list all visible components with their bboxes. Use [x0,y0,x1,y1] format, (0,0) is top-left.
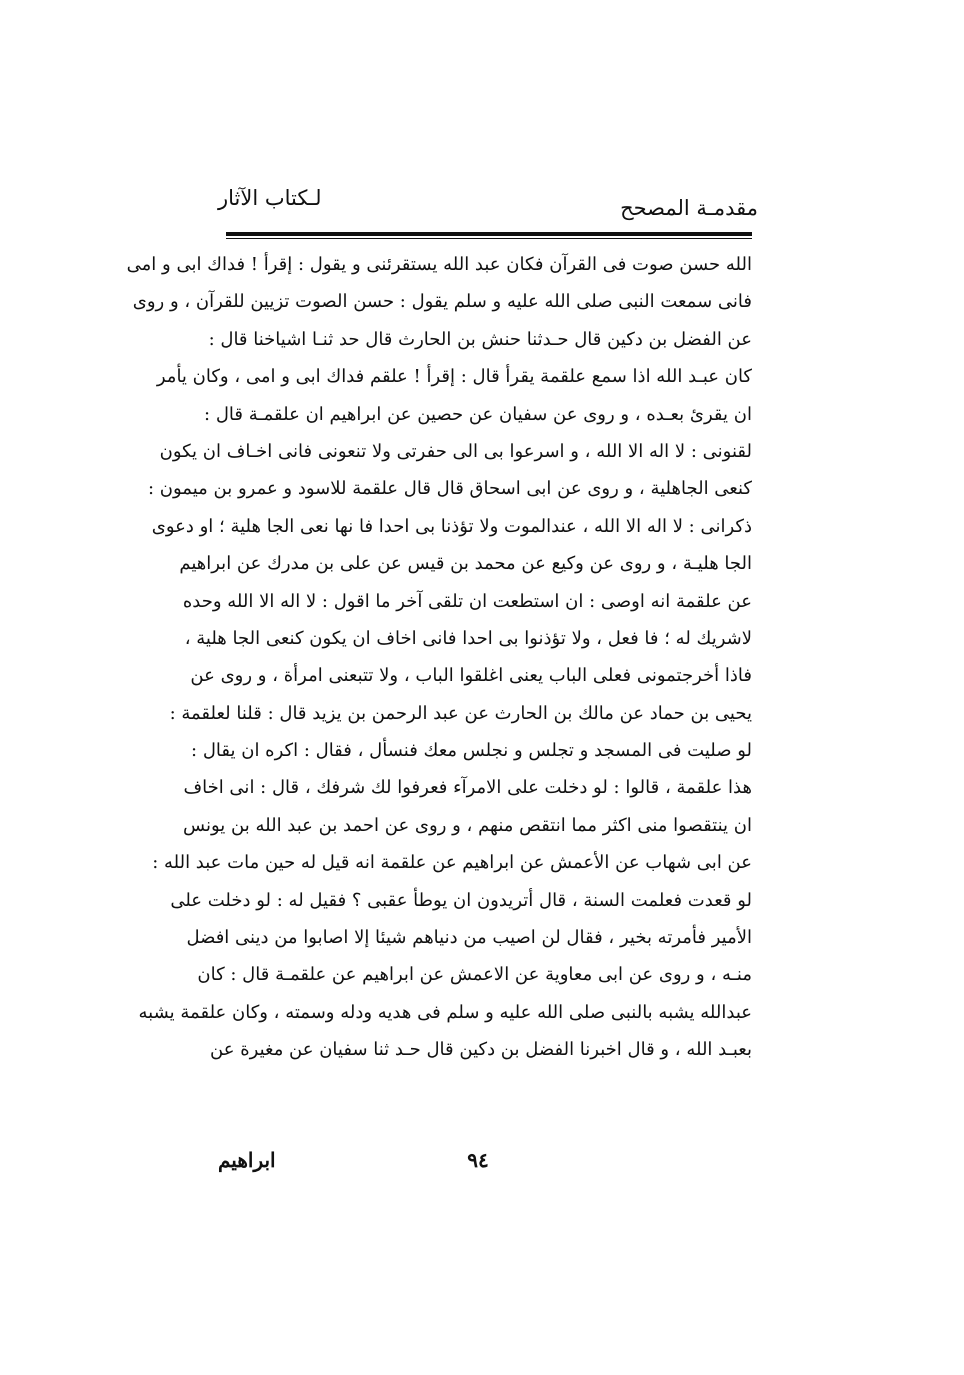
text-line: عن الفضل بن دكين قال حـدثنا حنش بن الحارث قال حد ثنـا اشياخنا قال : [208,328,752,350]
text-line: هذا علقمة ، قالوا : لو دخلت على الامرآء فعرفوا لك شرفك ، قال : انى اخاف [183,777,752,799]
running-head-right: مقدمـة المصحح [620,196,758,220]
text-line: بعبـد الله ، و قال اخبرنا الفضل بن دكين قال حـد ثنا سفيان عن مغيرة عن [210,1039,752,1061]
text-line: منـه ، و روى عن ابى معاوية عن الاعمش عن ابراهيم عن علقمـة قال : كان [197,964,752,986]
text-line: كان عبـد الله اذا سمع علقمة يقرأ قال : إقرأ ! علقم فداك ابى و امى ، وكان يأمر [156,366,752,388]
text-line: الجا هليـة ، و روى عن وكيع عن محمد بن قيس عن على بن مدرك عن ابراهيم [179,553,752,575]
text-line: الأمير فأمرته بخير ، فقال لن اصيب من دنياهم شيئا إلا اصابوا من دينى افضل [186,927,752,949]
text-line: ان ينتقصوا منى اكثر مما انتقص منهم ، و روى عن احمد بن عبد الله بن يونس [183,814,752,836]
running-head-left: لـكتاب الآثار [218,186,322,210]
text-line: لو صليت فى المسجد و تجلس و نجلس معك فنسأل ، فقال : اكره ان يقال : [191,740,752,762]
text-line: لقنونى : لا اله الا الله ، و اسرعوا بى الى حفرتى ولا تنعونى فانى اخـاف ان يكون [159,440,752,462]
text-line: فاذا أخرجتمونى فعلى الباب يعنى اغلقوا الباب ، ولا تتبعنى امرأة ، و روى عن [190,665,752,687]
catchword: ابراهيم [218,1148,276,1172]
text-line: عن ابى شهاب عن الأعمش عن ابراهيم عن علقمة انه قيل له حين مات عبد الله : [152,852,752,874]
running-head [218,184,758,224]
header-rule-thick [226,232,752,236]
header-rule-thin [226,238,752,239]
text-line: ان يقرئ بعـده ، و روى عن سفيان عن حصين عن ابراهيم ان علقمـة قال : [204,403,752,425]
text-line: فانى سمعت النبى صلى الله عليه و سلم يقول : حسن الصوت تزيين للقرآن ، و روى [132,291,752,313]
page-number: ٩٤ [467,1148,489,1172]
text-line: عبدالله يشبه بالنبى صلى الله عليه و سلم فى هديه ودله وسمته ، وكان علقمة يشبه [138,1001,752,1023]
text-line: كنعى الجاهلية ، و روى عن ابى اسحاق قال قال علقمة للاسود و عمرو بن ميمون : [148,478,752,500]
text-line: ذكرانى : لا اله الا الله ، عندالموت ولا تؤذنا بى احدا فا نها نعى الجا هلية ؛ او دعوى [151,515,752,537]
text-line: عن علقمة انه اوصى : ان استطعت ان تلقى آخر ما اقول : لا اله الا الله وحده [182,590,752,612]
body-text [126,246,752,1069]
text-line: الله حسن صوت فى القرآن فكان عبد الله يستقرئنى و يقول : إقرأ ! فداك ابى و امى [126,254,752,275]
text-line: يحيى بن حماد عن مالك بن الحارث عن عبد الرحمن بن يزيد قال : قلنا لعلقمة : [169,702,752,724]
text-line: لاشريك له ؛ فا فعل ، ولا تؤذنوا بى احدا فانى اخاف ان يكون كنعى الجا هلية ، [184,627,752,649]
text-line: لو قعدت فعلمت السنة ، قال أتريدون ان يوطأ عقبى ؟ فقيل له : لو دخلت على [170,889,752,911]
